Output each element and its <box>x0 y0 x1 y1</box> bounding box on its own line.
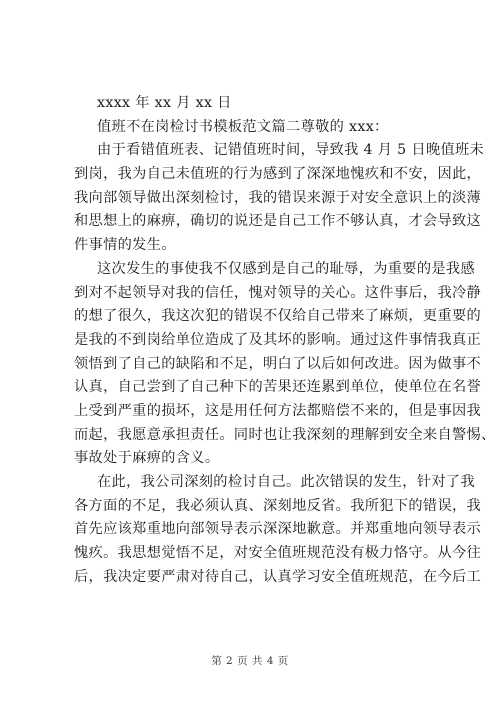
text-line: 到岗，我为自己未值班的行为感到了深深地愧疚和不安，因此， <box>74 166 482 183</box>
paragraph-3 <box>74 471 482 589</box>
text-line: 这次发生的事使我不仅感到是自己的耻辱，为重要的是我感 <box>97 260 475 277</box>
text-line: 上受到严重的损坏，这是用任何方法都赔偿不来的，但是事因我 <box>74 402 482 419</box>
page-number-footer: 第 2 页 共 4 页 <box>211 655 289 667</box>
text-line: 在此，我公司深刻的检讨自己。此次错误的发生，针对了我 <box>97 474 475 490</box>
text-line: 的想了很久，我这次犯的错误不仅给自己带来了麻烦，更重要的 <box>74 308 482 325</box>
paragraph-1 <box>74 139 485 257</box>
document-body <box>74 92 496 589</box>
text-line: 由于看错值班表、记错值班时间，导致我 4 月 5 日晚值班未 <box>97 142 485 159</box>
paragraph-2 <box>74 258 496 471</box>
text-line: 首先应该郑重地向部领导表示深深地歉意。并郑重地向领导表示 <box>74 521 482 538</box>
text-line: 各方面的不足，我必须认真、深刻地反省。我所犯下的错误，我 <box>74 497 482 514</box>
text-line: 而起，我愿意承担责任。同时也让我深刻的理解到安全来自警惕、 <box>74 426 496 443</box>
text-line: 件事情的发生。 <box>74 237 176 254</box>
text-line: 事故处于麻痹的含义。 <box>74 450 220 467</box>
text-line: 领悟到了自己的缺陷和不足，明白了以后如何改进。因为做事不 <box>74 355 482 372</box>
text-line: 到对不起领导对我的信任，愧对领导的关心。这件事后，我冷静 <box>74 284 482 301</box>
text-line: 后，我决定要严肃对待自己，认真学习安全值班规范，在今后工 <box>74 568 482 585</box>
text-line: 认真，自己尝到了自己种下的苦果还连累到单位，使单位在名誉 <box>74 379 482 396</box>
text-line: 愧疚。我思想觉悟不足，对安全值班规范没有极力恪守。从今往 <box>74 545 482 562</box>
date-line: xxxx 年 xx 月 xx 日 <box>97 95 232 111</box>
title-line: 值班不在岗检讨书模板范文篇二尊敬的 xxx： <box>97 118 389 135</box>
text-line: 和思想上的麻痹，确切的说还是自己工作不够认真，才会导致这 <box>74 213 482 230</box>
text-line: 我向部领导做出深刻检讨，我的错误来源于对安全意识上的淡薄 <box>74 189 482 206</box>
text-line: 是我的不到岗给单位造成了及其坏的影响。通过这件事情我真正 <box>74 331 482 348</box>
